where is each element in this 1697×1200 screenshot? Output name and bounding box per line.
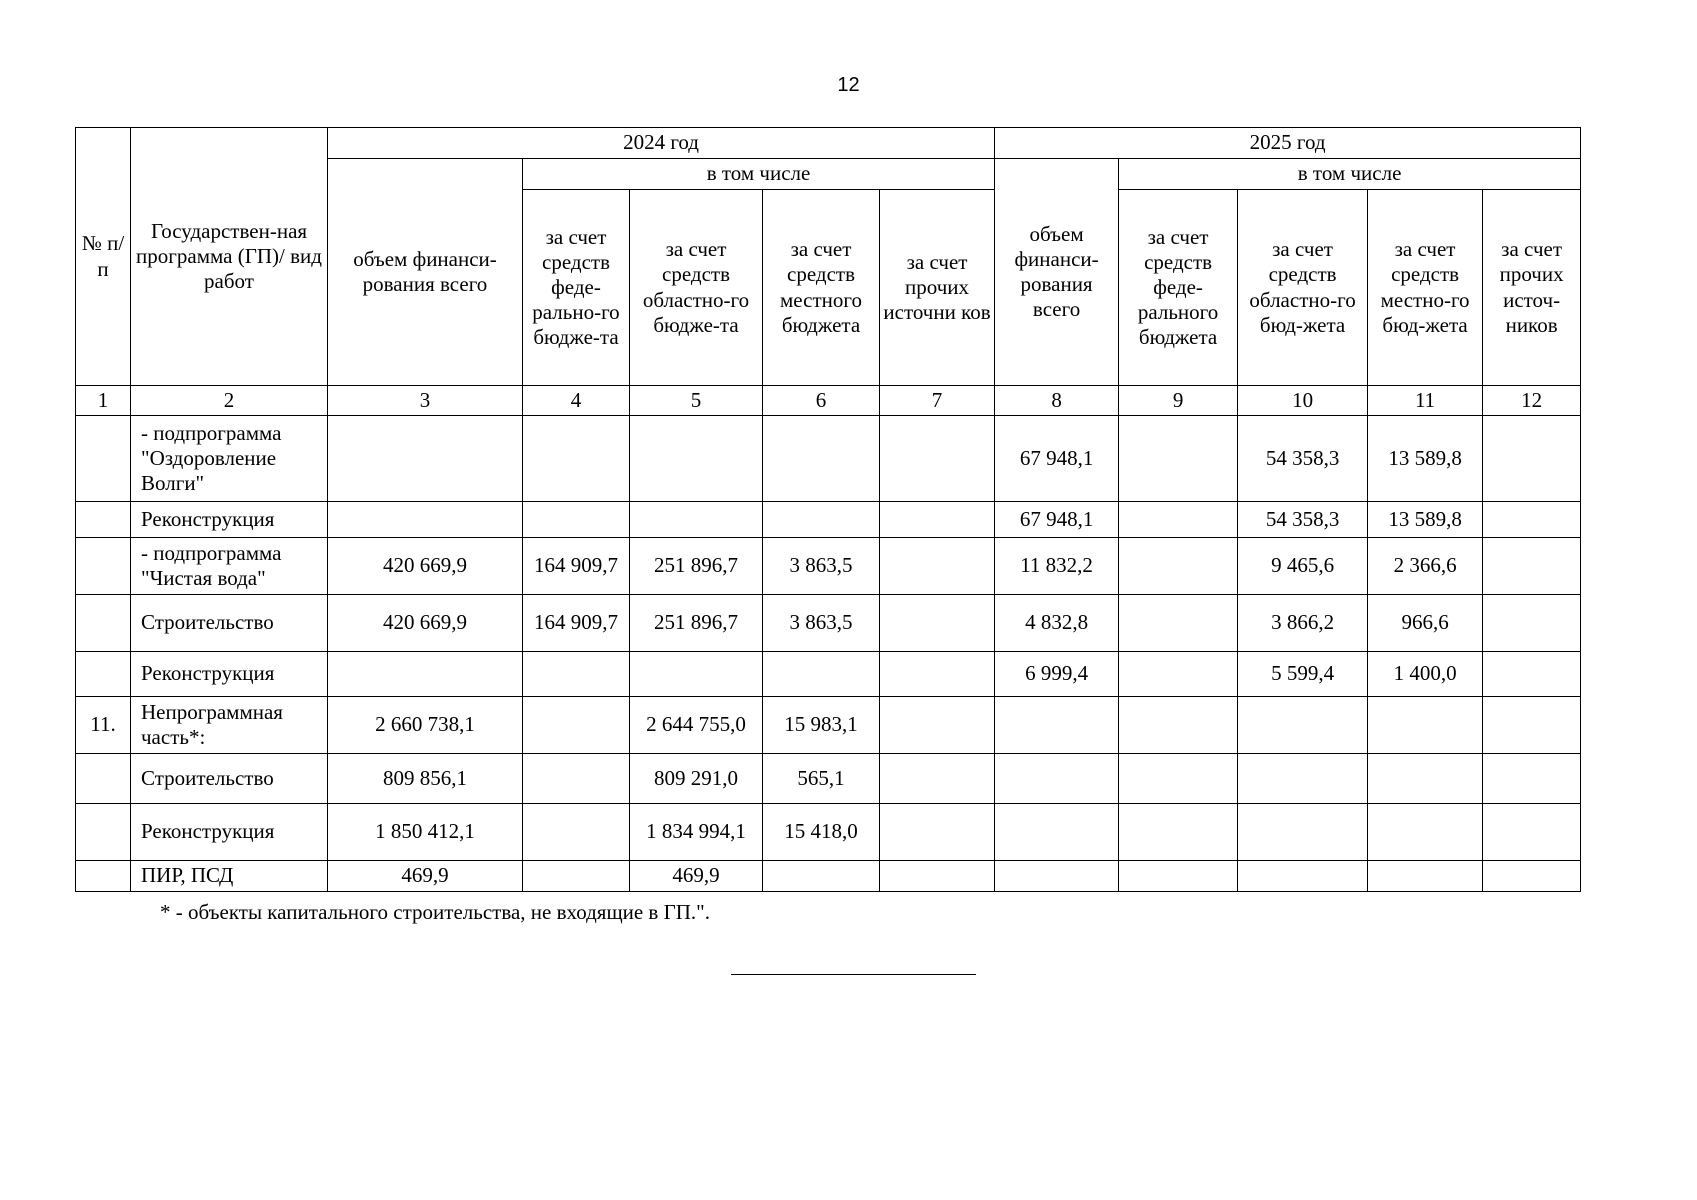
cell-c11: 2 366,6: [1368, 538, 1483, 595]
cell-c11: 1 400,0: [1368, 652, 1483, 697]
cell-program: Реконструкция: [131, 502, 328, 538]
cell-c5: [630, 416, 763, 502]
cell-c3: 809 856,1: [328, 754, 523, 804]
cell-c3: 420 669,9: [328, 538, 523, 595]
col-number: 11: [1368, 386, 1483, 416]
cell-c9: [1119, 804, 1238, 861]
col-number: 2: [131, 386, 328, 416]
col-number: 12: [1483, 386, 1581, 416]
cell-c5: 469,9: [630, 861, 763, 892]
cell-num: [76, 595, 131, 652]
cell-num: [76, 804, 131, 861]
col-number: 8: [995, 386, 1119, 416]
cell-c5: [630, 652, 763, 697]
cell-c10: [1238, 861, 1368, 892]
header-including-2025: в том числе: [1119, 159, 1581, 190]
cell-c5: 1 834 994,1: [630, 804, 763, 861]
cell-c6: [763, 652, 880, 697]
cell-c5: 809 291,0: [630, 754, 763, 804]
cell-c3: [328, 416, 523, 502]
cell-c5: 251 896,7: [630, 595, 763, 652]
cell-c6: 15 418,0: [763, 804, 880, 861]
cell-c12: [1483, 754, 1581, 804]
header-c7: за счет прочих источни ков: [880, 190, 995, 386]
cell-c5: [630, 502, 763, 538]
cell-c4: [523, 697, 630, 754]
cell-c7: [880, 804, 995, 861]
cell-c4: 164 909,7: [523, 538, 630, 595]
cell-c9: [1119, 697, 1238, 754]
cell-num: [76, 416, 131, 502]
cell-num: [76, 502, 131, 538]
cell-c9: [1119, 502, 1238, 538]
cell-c10: [1238, 697, 1368, 754]
cell-c8: [995, 861, 1119, 892]
cell-c9: [1119, 538, 1238, 595]
cell-c7: [880, 652, 995, 697]
cell-c11: [1368, 804, 1483, 861]
header-including-2024: в том числе: [523, 159, 995, 190]
cell-c12: [1483, 697, 1581, 754]
cell-c3: 2 660 738,1: [328, 697, 523, 754]
cell-c6: 15 983,1: [763, 697, 880, 754]
cell-c9: [1119, 416, 1238, 502]
header-c8: объем финанси-рования всего: [995, 159, 1119, 386]
cell-c9: [1119, 754, 1238, 804]
header-c5: за счет средств областно-го бюдже-та: [630, 190, 763, 386]
cell-c10: 9 465,6: [1238, 538, 1368, 595]
cell-c12: [1483, 595, 1581, 652]
cell-program: Непрограммная часть*:: [131, 697, 328, 754]
cell-c4: [523, 502, 630, 538]
cell-c4: 164 909,7: [523, 595, 630, 652]
cell-program: ПИР, ПСД: [131, 861, 328, 892]
cell-num: [76, 538, 131, 595]
cell-c4: [523, 416, 630, 502]
cell-c12: [1483, 804, 1581, 861]
cell-c4: [523, 652, 630, 697]
cell-c9: [1119, 652, 1238, 697]
header-c6: за счет средств местного бюджета: [763, 190, 880, 386]
cell-c9: [1119, 861, 1238, 892]
financing-table: [75, 127, 1581, 892]
cell-c4: [523, 861, 630, 892]
col-number: 3: [328, 386, 523, 416]
separator-line: [731, 974, 976, 975]
header-c9: за счет средств феде-рального бюджета: [1119, 190, 1238, 386]
table-row: [76, 754, 1581, 804]
cell-c6: [763, 861, 880, 892]
cell-program: Реконструкция: [131, 804, 328, 861]
header-year-2025: 2025 год: [995, 128, 1581, 159]
header-program: Государствен-ная программа (ГП)/ вид работ: [131, 128, 328, 386]
cell-c3: [328, 652, 523, 697]
cell-c7: [880, 502, 995, 538]
cell-c7: [880, 538, 995, 595]
cell-num: [76, 754, 131, 804]
cell-program: Строительство: [131, 595, 328, 652]
cell-c8: [995, 754, 1119, 804]
cell-c12: [1483, 861, 1581, 892]
cell-c5: 2 644 755,0: [630, 697, 763, 754]
cell-program: Реконструкция: [131, 652, 328, 697]
cell-c8: 4 832,8: [995, 595, 1119, 652]
cell-c10: 5 599,4: [1238, 652, 1368, 697]
cell-num: [76, 652, 131, 697]
cell-c7: [880, 595, 995, 652]
cell-c10: 54 358,3: [1238, 416, 1368, 502]
cell-c8: 6 999,4: [995, 652, 1119, 697]
cell-c10: 54 358,3: [1238, 502, 1368, 538]
table-row: [76, 595, 1581, 652]
header-c10: за счет средств областно-го бюд-жета: [1238, 190, 1368, 386]
col-number: 4: [523, 386, 630, 416]
cell-c6: 3 863,5: [763, 595, 880, 652]
cell-num: [76, 861, 131, 892]
cell-c11: 13 589,8: [1368, 416, 1483, 502]
col-number: 6: [763, 386, 880, 416]
cell-c11: [1368, 697, 1483, 754]
header-c3: объем финанси-рования всего: [328, 159, 523, 386]
cell-c3: 420 669,9: [328, 595, 523, 652]
cell-c6: 565,1: [763, 754, 880, 804]
cell-program: Строительство: [131, 754, 328, 804]
header-year-2024: 2024 год: [328, 128, 995, 159]
cell-c6: [763, 502, 880, 538]
cell-num: 11.: [76, 697, 131, 754]
column-number-row: [76, 386, 1581, 416]
cell-c7: [880, 861, 995, 892]
header-c4: за счет средств феде-рально-го бюдже-та: [523, 190, 630, 386]
footnote: * - объекты капитального строительства, не входящие в ГП.".: [160, 900, 710, 924]
cell-c11: [1368, 754, 1483, 804]
cell-c11: 13 589,8: [1368, 502, 1483, 538]
cell-c3: 1 850 412,1: [328, 804, 523, 861]
col-number: 9: [1119, 386, 1238, 416]
cell-c11: 966,6: [1368, 595, 1483, 652]
cell-c6: 3 863,5: [763, 538, 880, 595]
cell-c10: [1238, 754, 1368, 804]
table-row: [76, 416, 1581, 502]
table-row: [76, 804, 1581, 861]
table-row: [76, 861, 1581, 892]
col-number: 1: [76, 386, 131, 416]
cell-c3: [328, 502, 523, 538]
cell-c4: [523, 804, 630, 861]
page-number: 12: [837, 74, 860, 96]
col-number: 7: [880, 386, 995, 416]
cell-program: - подпрограмма "Оздоровление Волги": [131, 416, 328, 502]
cell-c8: 11 832,2: [995, 538, 1119, 595]
header-c12: за счет прочих источ-ников: [1483, 190, 1581, 386]
cell-c11: [1368, 861, 1483, 892]
cell-c12: [1483, 538, 1581, 595]
header-num: № п/п: [76, 128, 131, 386]
cell-c7: [880, 754, 995, 804]
table-row: [76, 538, 1581, 595]
table-row: [76, 697, 1581, 754]
cell-c5: 251 896,7: [630, 538, 763, 595]
header-row-years: [76, 128, 1581, 159]
table-row: [76, 652, 1581, 697]
cell-c3: 469,9: [328, 861, 523, 892]
cell-c12: [1483, 652, 1581, 697]
header-c11: за счет средств местно-го бюд-жета: [1368, 190, 1483, 386]
cell-c8: [995, 804, 1119, 861]
col-number: 10: [1238, 386, 1368, 416]
cell-c7: [880, 416, 995, 502]
cell-c12: [1483, 416, 1581, 502]
cell-c10: 3 866,2: [1238, 595, 1368, 652]
cell-c10: [1238, 804, 1368, 861]
cell-c4: [523, 754, 630, 804]
cell-c9: [1119, 595, 1238, 652]
cell-c8: [995, 697, 1119, 754]
col-number: 5: [630, 386, 763, 416]
cell-c7: [880, 697, 995, 754]
cell-program: - подпрограмма "Чистая вода": [131, 538, 328, 595]
cell-c8: 67 948,1: [995, 416, 1119, 502]
cell-c6: [763, 416, 880, 502]
table-row: [76, 502, 1581, 538]
cell-c8: 67 948,1: [995, 502, 1119, 538]
cell-c12: [1483, 502, 1581, 538]
